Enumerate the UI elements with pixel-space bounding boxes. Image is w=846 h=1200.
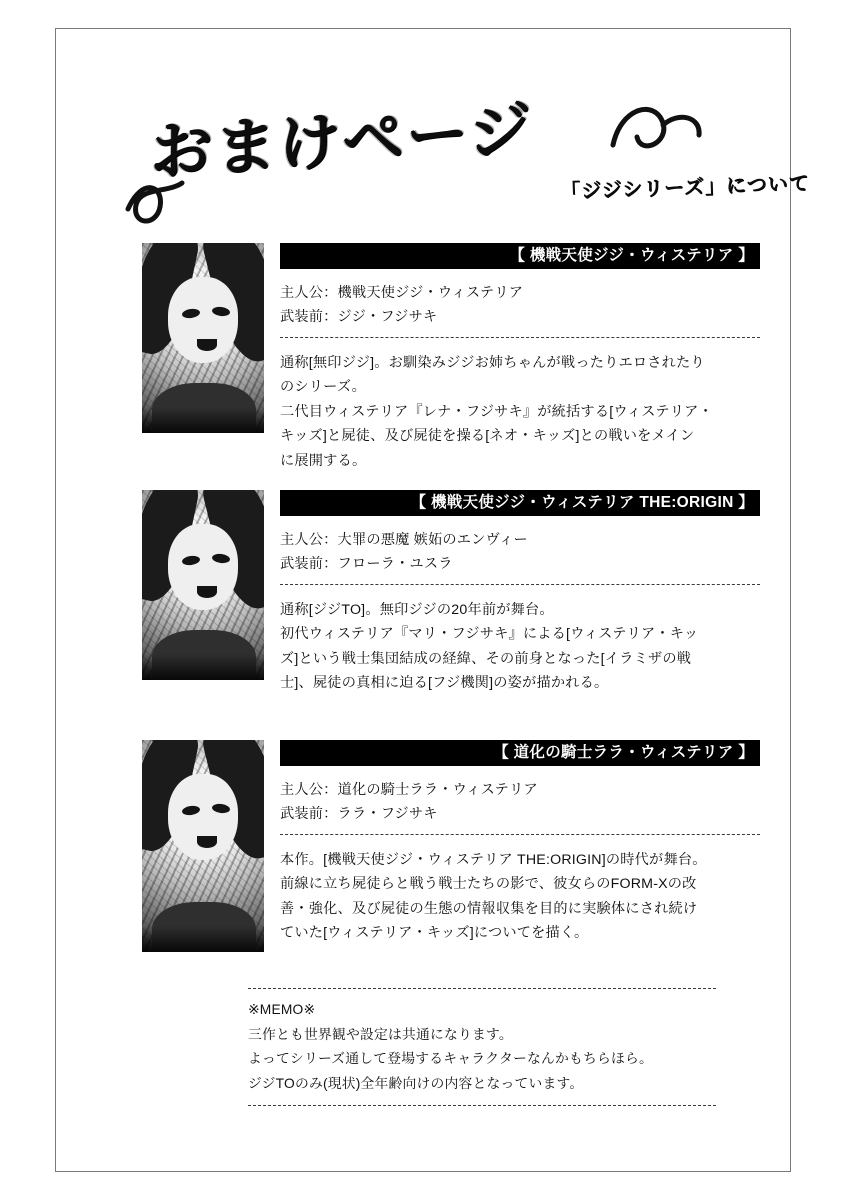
entry-top-lines	[280, 528, 760, 577]
entry-heading: 【 道化の騎士ララ・ウィステリア 】	[280, 740, 760, 766]
memo-block	[248, 988, 716, 1107]
entry-line: 二代目ウィステリア『レナ・フジサキ』が統括する[ウィステリア・	[280, 403, 713, 420]
memo-line: 三作とも世界観や設定は共通になります。	[248, 1026, 513, 1042]
title-block	[120, 85, 820, 220]
entry-body-lines	[280, 351, 760, 473]
divider	[280, 834, 760, 836]
entry-line: 主人公：機戦天使ジジ・ウィステリア	[280, 285, 524, 301]
entry-body	[280, 740, 760, 946]
entry-body	[280, 490, 760, 696]
character-portrait-lala-wisteria	[142, 740, 264, 952]
page-subtitle: 「ジジシリーズ」について	[559, 170, 811, 204]
entry-line: ていた[ウィステリア・キッズ]についてを描く。	[280, 925, 589, 942]
divider	[248, 1105, 716, 1107]
entry-line: 本作。[機戦天使ジジ・ウィステリア THE:ORIGIN]の時代が舞台。	[280, 851, 707, 868]
memo-title: ※MEMO※	[248, 1002, 316, 1017]
entry-line: 通称[ジジTO]。無印ジジの20年前が舞台。	[280, 601, 554, 618]
divider	[280, 584, 760, 586]
memo-line: ジジTOのみ(現状)全年齢向けの内容となっています。	[248, 1075, 584, 1091]
character-portrait-gigi-wisteria	[142, 243, 264, 433]
entry-heading: 【 機戦天使ジジ・ウィステリア 】	[280, 243, 760, 269]
entry-line: 武装前：ララ・フジサキ	[280, 806, 438, 823]
entry-line: 主人公：大罪の悪魔 嫉妬のエンヴィー	[280, 532, 528, 548]
entry-line: のシリーズ。	[280, 379, 367, 396]
divider	[280, 337, 760, 339]
page-title: おまけページ	[149, 92, 533, 189]
entry-body	[280, 243, 760, 473]
brush-flourish-right-icon	[603, 85, 713, 165]
entry-body-lines	[280, 598, 760, 696]
entry-line: 通称[無印ジジ]。お馴染みジジお姉ちゃんが戦ったりエロされたり	[280, 354, 705, 371]
entry-line: 前線に立ち屍徒らと戦う戦士たちの影で、彼女らのFORM-Xの改	[280, 876, 697, 893]
entry-line: 善・強化、及び屍徒の生態の情報収集を目的に実験体にされ続け	[280, 900, 698, 917]
entry-line: 主人公：道化の騎士ララ・ウィステリア	[280, 782, 538, 798]
memo-line: よってシリーズ通して登場するキャラクターなんかもちらほら。	[248, 1051, 653, 1067]
entry-line: 武装前：フローラ・ユスラ	[280, 556, 453, 573]
entry-heading: 【 機戦天使ジジ・ウィステリア THE:ORIGIN 】	[280, 490, 760, 516]
divider	[248, 988, 716, 990]
entry-line: 初代ウィステリア『マリ・フジサキ』による[ウィステリア・キッ	[280, 626, 699, 643]
entry-line: キッズ]と屍徒、及び屍徒を操る[ネオ・キッズ]との戦いをメイン	[280, 428, 695, 445]
entry-body-lines	[280, 848, 760, 946]
memo-lines	[248, 998, 716, 1096]
entry-line: に展開する。	[280, 452, 367, 469]
entry-line: 士]、屍徒の真相に迫る[フジ機関]の姿が描かれる。	[280, 675, 609, 692]
entry-line: ズ]という戦士集団結成の経緯、その前身となった[イラミザの戦	[280, 650, 692, 667]
entry-top-lines	[280, 778, 760, 827]
entry-line: 武装前：ジジ・フジサキ	[280, 309, 438, 326]
character-portrait-envy	[142, 490, 264, 680]
entry-top-lines	[280, 281, 760, 330]
